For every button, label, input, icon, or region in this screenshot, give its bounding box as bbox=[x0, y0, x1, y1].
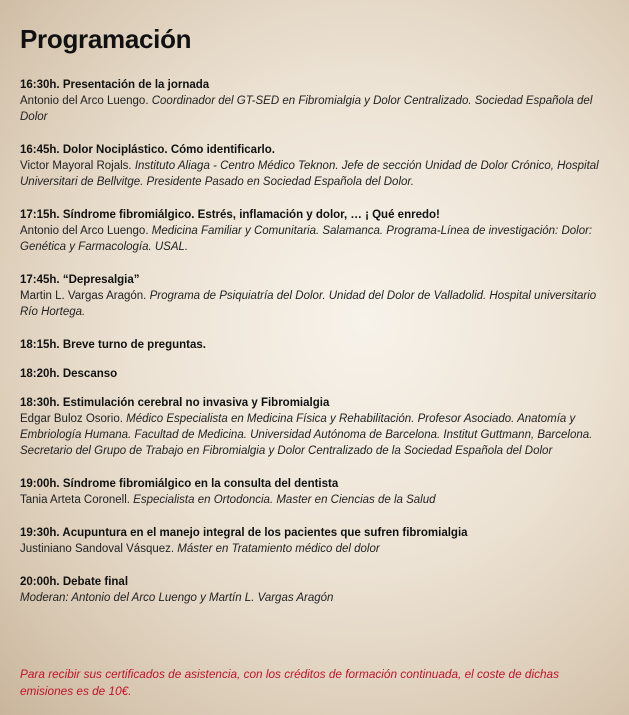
item-title: 20:00h. Debate final bbox=[20, 576, 129, 588]
item-title: 19:30h. Acupuntura en el manejo integral de los pacientes que sufren fibromialgia bbox=[20, 527, 468, 539]
item-speaker: Justiniano Sandoval Vásquez. bbox=[20, 543, 175, 555]
item-role: Moderan: Antonio del Arco Luengo y Martín L. Vargas Aragón bbox=[20, 592, 334, 604]
program-item bbox=[20, 337, 612, 353]
program-list bbox=[20, 77, 612, 606]
item-speaker: Tania Arteta Coronell. bbox=[20, 494, 130, 506]
program-item bbox=[20, 525, 612, 557]
item-title: 19:00h. Síndrome fibromiálgico en la consulta del dentista bbox=[20, 478, 339, 490]
item-role: Médico Especialista en Medicina Física y Rehabilitación. Profesor Asociado. Anatomía y Embriología Humana. Facultad de Medicina. Universidad Autónoma de Barcelona. Institut Guttmann, Barcelona. Secretario del Grupo de Trabajo en Fibromialgia y Dolor Centralizado de la Sociedad Española del Dolor bbox=[20, 413, 593, 457]
item-role: Máster en Tratamiento médico del dolor bbox=[177, 543, 380, 555]
item-role: Coordinador del GT-SED en Fibromialgia y Dolor Centralizado. Sociedad Española del Dolor bbox=[20, 95, 593, 123]
item-speaker: Antonio del Arco Luengo. bbox=[20, 225, 149, 237]
item-title: 18:20h. Descanso bbox=[20, 368, 118, 380]
certificate-note: Para recibir sus certificados de asistencia, con los créditos de formación continuada, el coste de dichas emisiones es de 10€. bbox=[20, 667, 560, 698]
program-item bbox=[20, 395, 612, 459]
item-role: Programa de Psiquiatría del Dolor. Unidad del Dolor de Valladolid. Hospital universitario Río Hortega. bbox=[20, 290, 597, 318]
item-description bbox=[20, 158, 612, 190]
item-title: 17:45h. “Depresalgia” bbox=[20, 274, 140, 286]
page-title: Programación bbox=[20, 24, 192, 54]
program-item bbox=[20, 142, 612, 190]
program-item bbox=[20, 272, 612, 320]
program-page bbox=[20, 24, 612, 623]
program-item bbox=[20, 476, 612, 508]
item-role: Instituto Aliaga - Centro Médico Teknon. Jefe de sección Unidad de Dolor Crónico, Hospital Universitari de Bellvitge. Presidente Pasado en Sociedad Española del Dolor. bbox=[20, 160, 599, 188]
item-role: Especialista en Ortodoncia. Master en Ciencias de la Salud bbox=[133, 494, 436, 506]
item-speaker: Edgar Buloz Osorio. bbox=[20, 413, 123, 425]
item-description bbox=[20, 288, 612, 320]
item-speaker: Martin L. Vargas Aragón. bbox=[20, 290, 147, 302]
item-speaker: Victor Mayoral Rojals. bbox=[20, 160, 132, 172]
program-item bbox=[20, 207, 612, 255]
program-item bbox=[20, 77, 612, 125]
item-title: 16:45h. Dolor Nociplástico. Cómo identificarlo. bbox=[20, 144, 275, 156]
program-item bbox=[20, 574, 612, 606]
program-item bbox=[20, 366, 612, 382]
item-role: Medicina Familiar y Comunitaria. Salamanca. Programa-Línea de investigación: Dolor: Genética y Farmacología. USAL. bbox=[20, 225, 593, 253]
item-title: 18:30h. Estimulación cerebral no invasiva y Fibromialgia bbox=[20, 397, 330, 409]
item-speaker: Antonio del Arco Luengo. bbox=[20, 95, 149, 107]
item-description bbox=[20, 590, 612, 606]
item-description bbox=[20, 223, 612, 255]
item-description bbox=[20, 492, 612, 508]
item-title: 16:30h. Presentación de la jornada bbox=[20, 79, 210, 91]
item-description bbox=[20, 411, 612, 459]
item-title: 18:15h. Breve turno de preguntas. bbox=[20, 339, 206, 351]
item-description bbox=[20, 93, 612, 125]
item-title: 17:15h. Síndrome fibromiálgico. Estrés, inflamación y dolor, … ¡ Qué enredo! bbox=[20, 209, 440, 221]
item-description bbox=[20, 541, 612, 557]
